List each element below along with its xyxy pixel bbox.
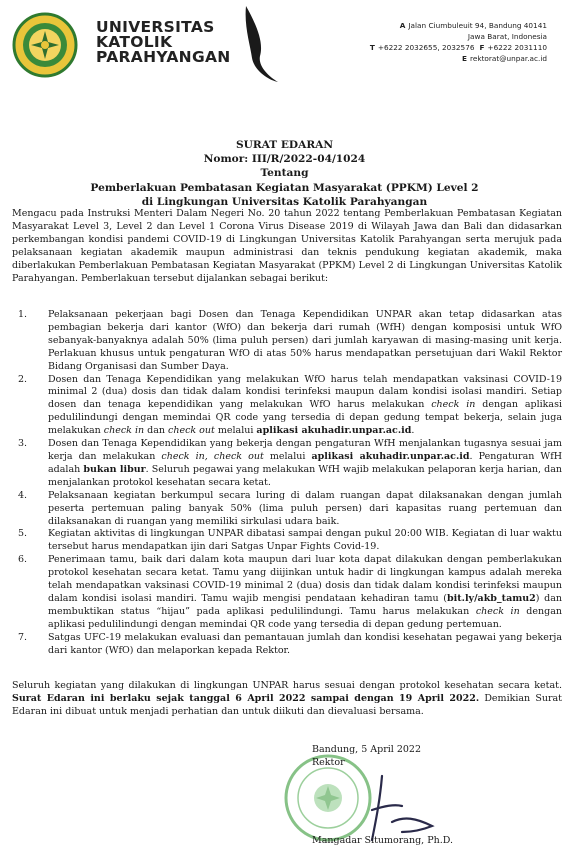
- list-item: 4. Pelaksanaan kegiatan berkumpul secara luring di dalam ruangan dapat dilaksanakan dengan jumlah peserta pertemuan paling banyak 50% (lima puluh persen) dari kapasitas ruang pertemuan dan dilaksanakan di ruangan yang memiliki sirkulasi udara baik.: [18, 489, 562, 527]
- phone-label: T: [369, 43, 375, 52]
- title-number: Nomor: III/R/2022-04/1024: [203, 153, 366, 166]
- address-label: A: [399, 21, 406, 30]
- fax-number: +6222 2031110: [487, 43, 547, 52]
- university-name-line2: KATOLIK: [96, 33, 173, 51]
- list-item: 2. Dosen dan Tenaga Kependidikan yang melakukan WfO harus telah mendapatkan vaksinasi COVID-19 minimal 2 (dua) dosis dan tidak dalam kondisi terinfeksi maupun dalam kondisi isolasi mandiri. Setiap dosen dan tenaga kependidikan yang melakukan WfO harus melakukan check in dengan aplikasi pedulilindungi dengan memindai QR code yang tersedia di depan gedung tempat bekerja, selain juga melakukan check in dan check out melalui aplikasi akuhadir.unpar.ac.id.: [18, 373, 562, 437]
- email-label: E: [462, 54, 468, 63]
- address-line2: Jawa Barat, Indonesia: [467, 32, 547, 41]
- signature-place-date: Bandung, 5 April 2022: [312, 744, 422, 755]
- signature-role: Rektor: [312, 757, 345, 768]
- phone-number: +6222 2032655, 2032576: [377, 43, 475, 52]
- fax-label: F: [479, 43, 485, 52]
- brand-swoosh-graphic: [238, 4, 282, 84]
- title-subject-scope: di Lingkungan Universitas Katolik Parahyangan: [141, 195, 428, 208]
- list-item: 1. Pelaksanaan pekerjaan bagi Dosen dan Tenaga Kependidikan UNPAR akan tetap didasarkan atas pembagian bekerja dari kantor (WfO) dan bekerja dari rumah (WfH) dengan komposisi untuk WfO sebanyak-banyaknya adalah 50% (lima puluh persen) dari jumlah karyawan di masing-masing unit kerja. Perlakuan khusus untuk pengaturan WfO di atas 50% harus mendapatkan persetujuan dari Wakil Rektor Bidang Organisasi dan Sumber Daya.: [18, 309, 562, 372]
- list-item: 7. Satgas UFC-19 melakukan evaluasi dan pemantauan jumlah dan kondisi kesehatan pegawai yang bekerja dari kantor (WfO) dan melaporkan kepada Rektor.: [18, 631, 562, 656]
- university-name-line1: UNIVERSITAS: [96, 18, 215, 36]
- title-subject: Pemberlakuan Pembatasan Kegiatan Masyarakat (PPKM) Level 2: [90, 181, 479, 194]
- contact-block: [365, 20, 547, 64]
- title-line1: SURAT EDARAN: [235, 139, 334, 151]
- university-logo: [12, 12, 78, 78]
- university-name-line3: PARAHYANGAN: [96, 48, 231, 66]
- title-tentang: Tentang: [260, 167, 309, 180]
- document-title: [0, 138, 569, 209]
- intro-paragraph: Mengacu pada Instruksi Menteri Dalam Negeri No. 20 tahun 2022 tentang Pemberlakuan Pembatasan Kegiatan Masyarakat Level 3, Level 2 dan Level 1 Corona Virus Disease 2019 di Wilayah Jawa dan Bali dan didasarkan perkembangan kondisi pandemi COVID-19 di Lingkungan Universitas Katolik Parahyangan serta merujuk pada pelaksanaan kegiatan akademik maupun administrasi dan teknis pendukung kegiatan akademik, maka diberlakukan Pemberlakuan Pembatasan Kegiatan Masyarakat (PPKM) Level 2 di Lingkungan Universitas Katolik Parahyangan. Pemberlakuan tersebut dijalankan sebagai berikut:: [12, 208, 562, 284]
- email-address: rektorat@unpar.ac.id: [470, 54, 547, 63]
- university-name: [96, 20, 231, 65]
- list-item: 5. Kegiatan aktivitas di lingkungan UNPAR dibatasi sampai dengan pukul 20:00 WIB. Kegiatan di luar waktu tersebut harus mendapatkan ijin dari Satgas Unpar Fights Covid-19.: [18, 528, 562, 553]
- regulation-list: [12, 309, 562, 657]
- address-line1: Jalan Ciumbuleuit 94, Bandung 40141: [408, 21, 547, 30]
- signature-name: Mangadar Situmorang, Ph.D.: [312, 835, 454, 846]
- list-item: 3. Dosen dan Tenaga Kependidikan yang bekerja dengan pengaturan WfH menjalankan tugasnya sesuai jam kerja dan melakukan check in, check out melalui aplikasi akuhadir.unpar.ac.id. Pengaturan WfH adalah bukan libur. Seluruh pegawai yang melakukan WfH wajib melakukan pelaporan kerja harian, dan menjalankan protokol kesehatan secara ketat.: [18, 438, 563, 488]
- list-item: 6. Penerimaan tamu, baik dari dalam kota maupun dari luar kota dapat dilakukan dengan pemberlakukan protokol kesehatan secara ketat. Tamu yang diijinkan untuk hadir di lingkungan kampus adalah mereka telah mendapatkan vaksinasi COVID-19 minimal 2 (dua) dosis dan tidak dalam kondisi terinfeksi maupun dalam kondisi isolasi mandiri. Tamu wajib mengisi pendataan kehadiran tamu (bit.ly/akb_tamu2) dan membuktikan status “hijau” pada aplikasi pedulilindungi. Tamu harus melakukan check in dengan aplikasi pedulilindungi dengan memindai QR code yang tersedia di depan gedung pertemuan.: [18, 554, 563, 630]
- closing-paragraph: Seluruh kegiatan yang dilakukan di lingkungan UNPAR harus sesuai dengan protokol kesehatan secara ketat. Surat Edaran ini berlaku sejak tanggal 6 April 2022 sampai dengan 19 April 2022. Demikian Surat Edaran ini dibuat untuk menjadi perhatian dan untuk diikuti dan dievaluasi bersama.: [12, 680, 562, 717]
